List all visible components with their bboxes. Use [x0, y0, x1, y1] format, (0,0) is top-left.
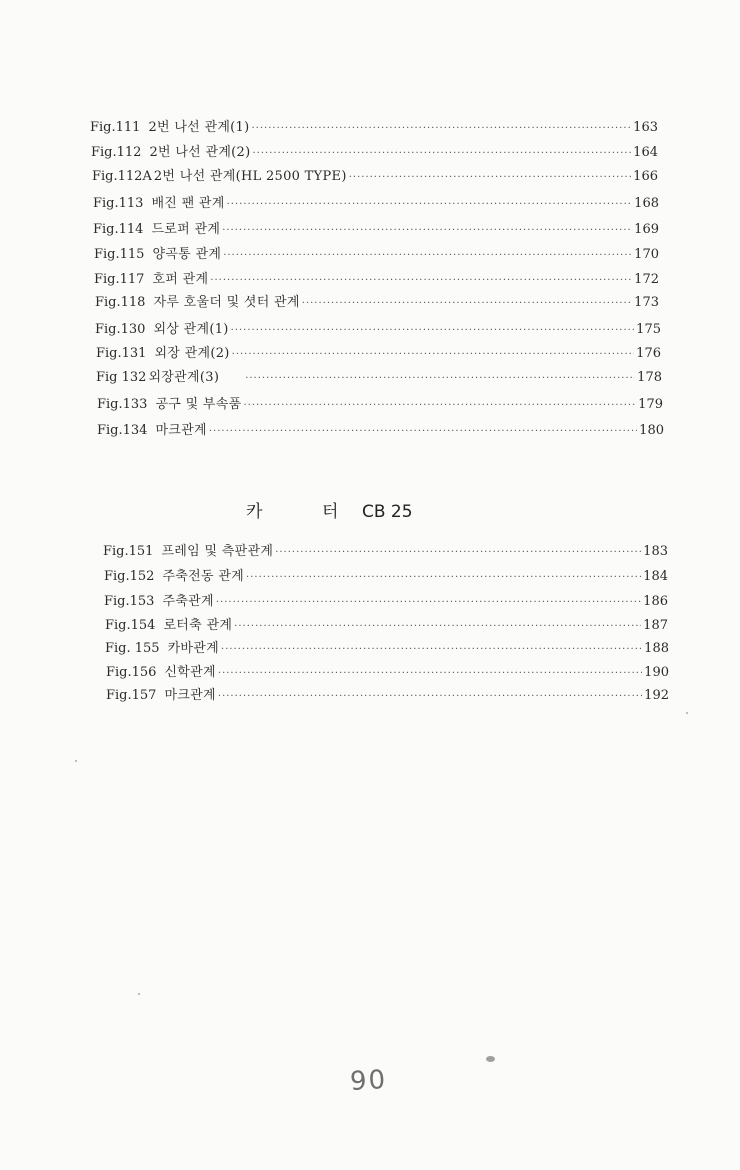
page-number: 166 [633, 169, 658, 184]
entry-title: 신학관계 [164, 665, 216, 680]
page-number: 179 [638, 397, 663, 412]
toc-entry [104, 565, 668, 584]
entry-title: 드로퍼 관계 [151, 222, 221, 237]
ink-smudge [486, 1056, 495, 1062]
figure-number: Fig.131 [96, 346, 147, 361]
dot-leader [245, 373, 635, 384]
toc-entry [95, 318, 661, 337]
dot-leader [223, 250, 632, 261]
toc-entry [92, 165, 658, 184]
page-number: 169 [634, 222, 659, 237]
entry-title: 2번 나선 관계(1) [148, 120, 250, 135]
figure-number: Fig.133 [97, 397, 148, 412]
toc-entry [94, 268, 659, 287]
figure-number: Fig.117 [94, 272, 145, 287]
toc-entry [106, 661, 669, 680]
figure-number: Fig.153 [104, 594, 155, 609]
entry-title: 카바관계 [167, 641, 220, 656]
dot-leader [243, 400, 636, 411]
toc-entry [104, 590, 668, 609]
page-number: 175 [636, 322, 661, 337]
page-number: 188 [644, 641, 669, 656]
toc-entry [105, 637, 669, 656]
entry-title: 프레임 및 측판관계 [161, 544, 274, 559]
dot-leader [234, 621, 641, 632]
figure-number: Fig.130 [95, 322, 146, 337]
toc-entry [95, 291, 659, 310]
dot-leader [253, 148, 632, 159]
entry-title: 마크관계 [155, 423, 207, 438]
toc-entry [97, 419, 664, 438]
entry-title: 로터축 관계 [163, 618, 233, 633]
entry-title: 외장 관계(2) [154, 346, 230, 361]
toc-entry [97, 393, 663, 412]
entry-title: 마크관계 [164, 688, 216, 703]
entry-title: 2번 나선 관계(2) [149, 145, 251, 160]
dot-leader [302, 298, 632, 309]
page-number: 163 [633, 120, 658, 135]
toc-entry [91, 141, 658, 160]
page-number: 170 [634, 247, 659, 262]
toc-entry [105, 614, 668, 633]
dot-leader [216, 597, 641, 608]
heading-syllable-teo: 터 [322, 502, 339, 522]
toc-entry [106, 684, 669, 703]
page-number: 168 [634, 196, 659, 211]
page-number: 180 [639, 423, 664, 438]
figure-number: Fig.118 [95, 295, 146, 310]
dot-leader [210, 275, 632, 286]
dot-leader [221, 644, 642, 655]
toc-entry [103, 540, 668, 559]
scan-speck [75, 760, 77, 762]
figure-number: Fig.157 [106, 688, 157, 703]
dot-leader [246, 572, 641, 583]
page-number: 187 [643, 618, 668, 633]
entry-title: 2번 나선 관계(HL 2500 TYPE) [153, 169, 347, 184]
page-number: 190 [644, 665, 669, 680]
entry-title: 호퍼 관계 [152, 272, 209, 287]
figure-number: Fig.113 [93, 196, 144, 211]
entry-title: 배진 팬 관계 [151, 196, 225, 211]
page-number: 164 [633, 145, 658, 160]
figure-number: Fig.156 [106, 665, 157, 680]
page-number: 176 [636, 346, 661, 361]
dot-leader [218, 691, 642, 702]
page-number: 184 [643, 569, 668, 584]
page-number: 183 [643, 544, 668, 559]
toc-entry [93, 218, 659, 237]
page-number: 186 [643, 594, 668, 609]
page-number: 172 [634, 272, 659, 287]
page-number: 192 [644, 688, 669, 703]
toc-entry [90, 116, 658, 135]
entry-title: 양곡통 관계 [152, 247, 222, 262]
page-number: 178 [637, 370, 662, 385]
figure-number: Fig.112A [92, 169, 152, 184]
figure-number: Fig.151 [103, 544, 154, 559]
dot-leader [275, 547, 641, 558]
dot-leader [349, 172, 631, 183]
entry-title: 공구 및 부속품 [155, 397, 242, 412]
page-number: 173 [634, 295, 659, 310]
entry-title: 주축관계 [162, 594, 214, 609]
figure-number: Fig.111 [90, 120, 141, 135]
entry-title: 외상 관계(1) [153, 322, 229, 337]
scan-speck [138, 993, 140, 995]
dot-leader [227, 199, 633, 210]
scan-speck [686, 712, 688, 714]
figure-number: Fig 132 [96, 370, 147, 385]
toc-entry [94, 243, 659, 262]
entry-title: 자루 호울더 및 셧터 관계 [153, 295, 300, 310]
dot-leader [232, 349, 635, 360]
heading-model: CB 25 [362, 502, 413, 522]
handwritten-page-number: 90 [349, 1065, 388, 1097]
dot-leader [209, 426, 637, 437]
dot-leader [231, 325, 635, 336]
figure-number: Fig.152 [104, 569, 155, 584]
section-heading [246, 497, 413, 522]
dot-leader [252, 123, 632, 134]
figure-number: Fig.114 [93, 222, 144, 237]
figure-number: Fig.154 [105, 618, 156, 633]
figure-number: Fig.134 [97, 423, 148, 438]
figure-number: Fig.115 [94, 247, 145, 262]
dot-leader [222, 225, 632, 236]
toc-entry [93, 192, 659, 211]
toc-entry [96, 342, 661, 361]
heading-syllable-ka: 카 [246, 502, 263, 522]
figure-number: Fig. 155 [105, 641, 160, 656]
entry-title: 주축전동 관계 [162, 569, 245, 584]
figure-number: Fig.112 [91, 145, 142, 160]
dot-leader [218, 668, 642, 679]
entry-title: 외장관계(3) [148, 370, 220, 385]
toc-entry [96, 366, 662, 385]
